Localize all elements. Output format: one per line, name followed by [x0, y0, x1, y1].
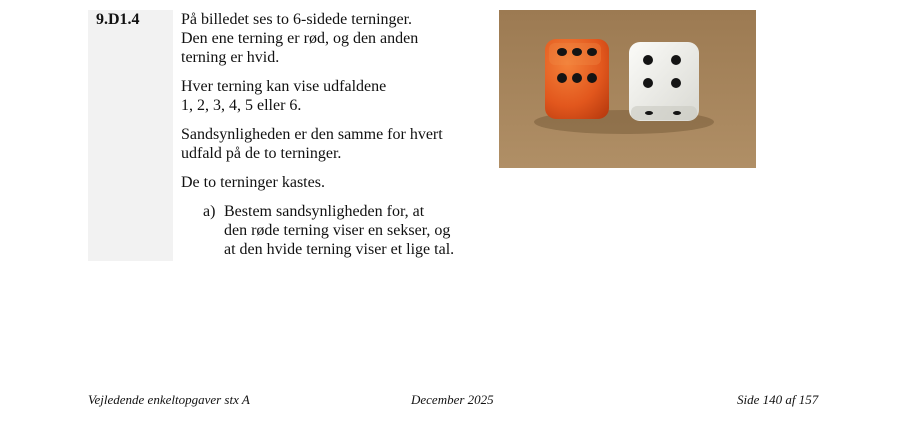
- intro-paragraph: [181, 10, 481, 67]
- throw-line: De to terninger kastes.: [181, 174, 325, 191]
- outcomes-line: 1, 2, 3, 4, 5 eller 6.: [181, 97, 302, 114]
- outcomes-line: Hver terning kan vise udfaldene: [181, 78, 387, 95]
- probability-line: udfald på de to terninger.: [181, 145, 342, 162]
- probability-paragraph: [181, 125, 481, 163]
- outcomes-paragraph: [181, 77, 481, 115]
- task-id: 9.D1.4: [96, 11, 140, 28]
- throw-paragraph: [181, 173, 481, 192]
- intro-line: På billedet ses to 6-sidede terninger.: [181, 11, 413, 28]
- subquestion-line: den røde terning viser en sekser, og: [224, 222, 451, 239]
- table-surface: [499, 10, 756, 168]
- intro-line: Den ene terning er rød, og den anden: [181, 30, 419, 47]
- subquestion-line: at den hvide terning viser et lige tal.: [224, 241, 455, 258]
- red-die: [545, 39, 609, 119]
- probability-line: Sandsynligheden er den samme for hvert: [181, 126, 443, 143]
- task-body: [181, 10, 481, 259]
- task-id-cell: [88, 10, 173, 261]
- footer-page-number: Side 140 af 157: [737, 392, 819, 407]
- footer-document-title: Vejledende enkeltopgaver stx A: [88, 392, 250, 407]
- subquestion-a: [181, 202, 481, 259]
- dice-photo: [499, 10, 756, 168]
- subquestion-line: Bestem sandsynligheden for, at: [224, 203, 425, 220]
- white-die: [629, 42, 699, 121]
- subquestion-label: a): [203, 203, 216, 220]
- footer-date: December 2025: [411, 392, 494, 407]
- intro-line: terning er hvid.: [181, 49, 280, 66]
